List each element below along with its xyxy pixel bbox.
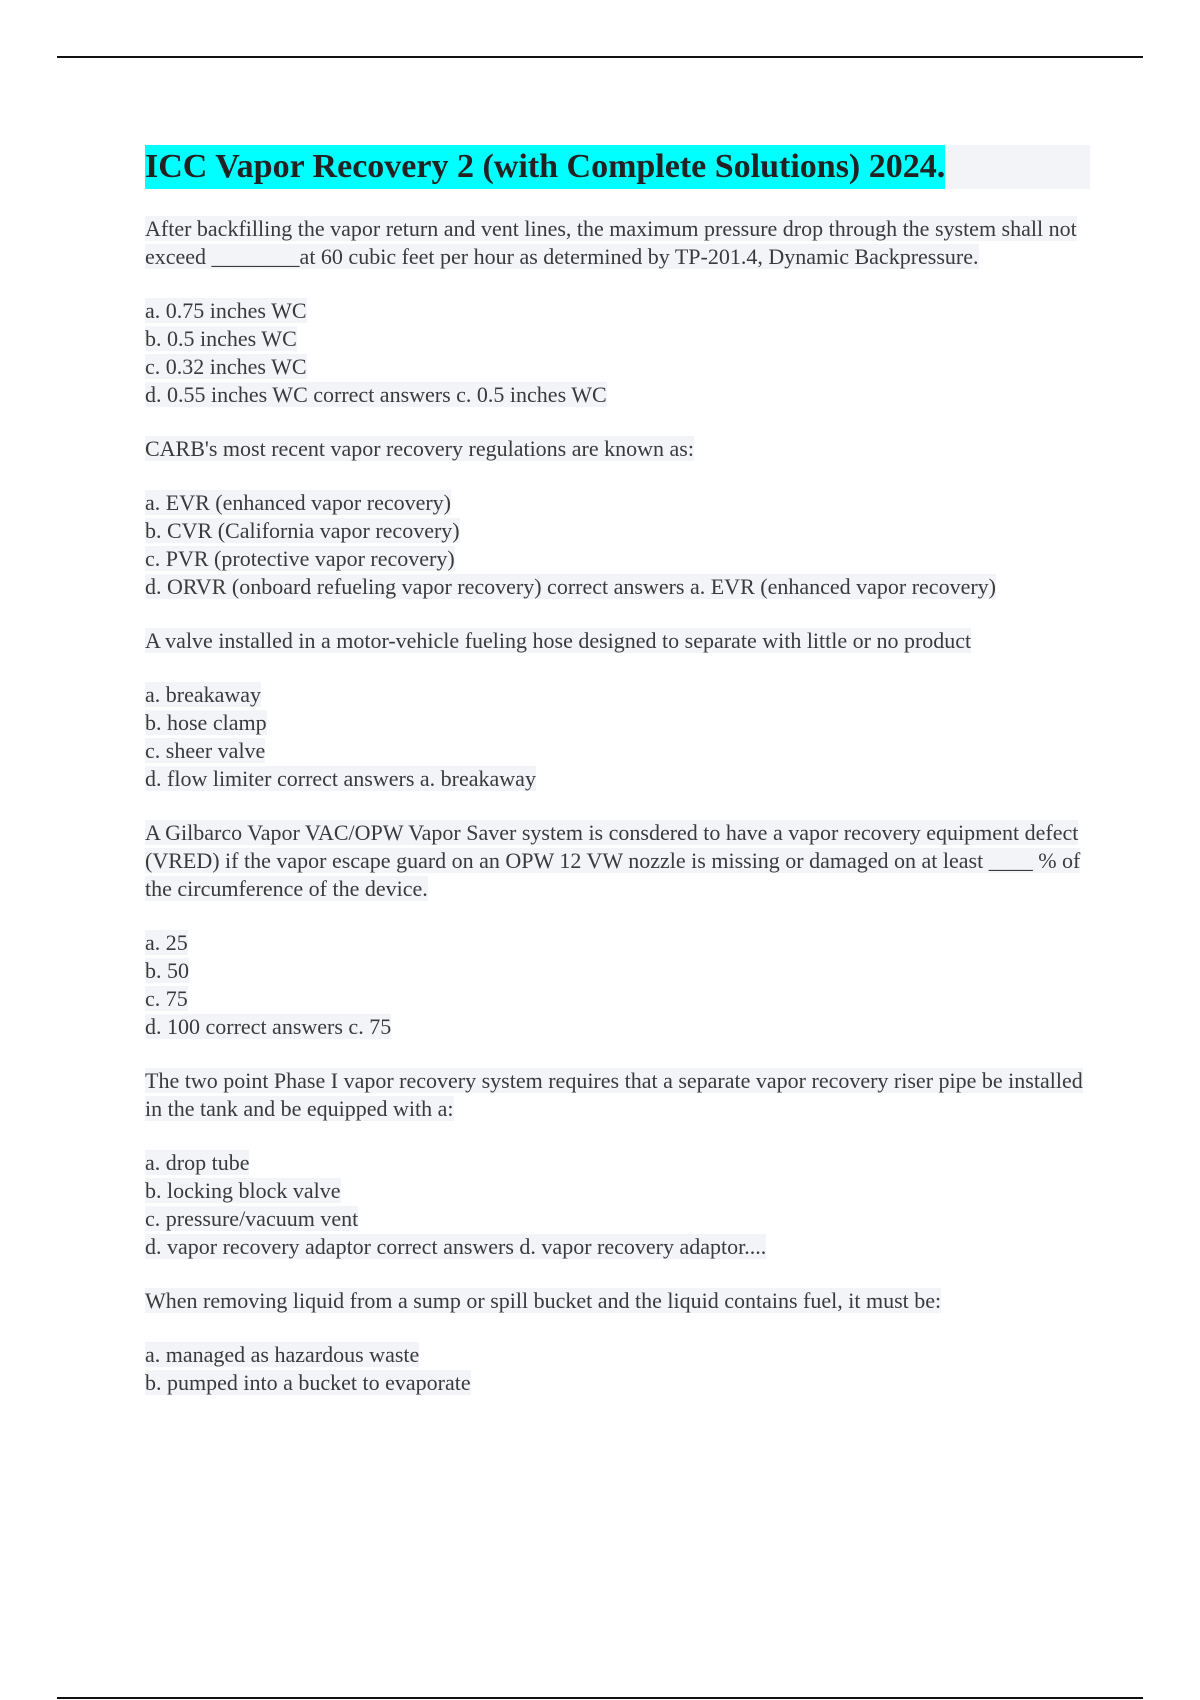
question-text bbox=[145, 1067, 1090, 1123]
option: b. hose clamp bbox=[145, 710, 267, 735]
option: c. 0.32 inches WC bbox=[145, 354, 307, 379]
option: b. CVR (California vapor recovery) bbox=[145, 518, 460, 543]
option: c. pressure/vacuum vent bbox=[145, 1206, 359, 1231]
option: a. 0.75 inches WC bbox=[145, 298, 307, 323]
option: d. vapor recovery adaptor correct answers d. vapor recovery adaptor.... bbox=[145, 1234, 767, 1259]
option: b. locking block valve bbox=[145, 1178, 341, 1203]
question-4-text: A Gilbarco Vapor VAC/OPW Vapor Saver system is consdered to have a vapor recovery equipment defect (VRED) if the vapor escape guard on an OPW 12 VW nozzle is missing or damaged on at least ____ % of the circumference of the device. bbox=[145, 820, 1081, 901]
option: a. EVR (enhanced vapor recovery) bbox=[145, 490, 452, 515]
question-text bbox=[145, 1287, 1090, 1315]
question-3-options bbox=[145, 681, 1090, 793]
bottom-rule bbox=[57, 1697, 1143, 1699]
option: a. managed as hazardous waste bbox=[145, 1342, 420, 1367]
option: d. 100 correct answers c. 75 bbox=[145, 1014, 392, 1039]
option: b. pumped into a bucket to evaporate bbox=[145, 1370, 471, 1395]
option: b. 0.5 inches WC bbox=[145, 326, 297, 351]
question-2-options bbox=[145, 489, 1090, 601]
option: c. 75 bbox=[145, 986, 188, 1011]
option: a. breakaway bbox=[145, 682, 262, 707]
question-1-text: After backfilling the vapor return and vent lines, the maximum pressure drop through the system shall not exceed ________at 60 cubic feet per hour as determined by TP-201.4, Dynamic Backpressure. bbox=[145, 216, 1077, 269]
option: d. ORVR (onboard refueling vapor recovery) correct answers a. EVR (enhanced vapor recovery) bbox=[145, 574, 996, 599]
question-5-options bbox=[145, 1149, 1090, 1261]
question-5-text: The two point Phase I vapor recovery system requires that a separate vapor recovery riser pipe be installed in the tank and be equipped with a: bbox=[145, 1068, 1083, 1121]
option: c. PVR (protective vapor recovery) bbox=[145, 546, 455, 571]
question-6-options bbox=[145, 1341, 1090, 1397]
question-1-options bbox=[145, 297, 1090, 409]
option: a. drop tube bbox=[145, 1150, 250, 1175]
option: b. 50 bbox=[145, 958, 189, 983]
question-2-text: CARB's most recent vapor recovery regulations are known as: bbox=[145, 436, 694, 461]
option: d. 0.55 inches WC correct answers c. 0.5 inches WC bbox=[145, 382, 607, 407]
question-text bbox=[145, 435, 1090, 463]
option: d. flow limiter correct answers a. breakaway bbox=[145, 766, 536, 791]
question-4-options bbox=[145, 929, 1090, 1041]
question-text bbox=[145, 215, 1090, 271]
option: c. sheer valve bbox=[145, 738, 266, 763]
document-body bbox=[145, 145, 1090, 1423]
option: a. 25 bbox=[145, 930, 188, 955]
question-6-text: When removing liquid from a sump or spill bucket and the liquid contains fuel, it must be: bbox=[145, 1288, 942, 1313]
question-text bbox=[145, 819, 1090, 903]
top-rule bbox=[57, 56, 1143, 58]
title-band bbox=[145, 145, 1090, 189]
document-title: ICC Vapor Recovery 2 (with Complete Solutions) 2024. bbox=[145, 145, 945, 189]
question-3-text: A valve installed in a motor-vehicle fueling hose designed to separate with little or no product bbox=[145, 628, 972, 653]
question-text bbox=[145, 627, 1090, 655]
